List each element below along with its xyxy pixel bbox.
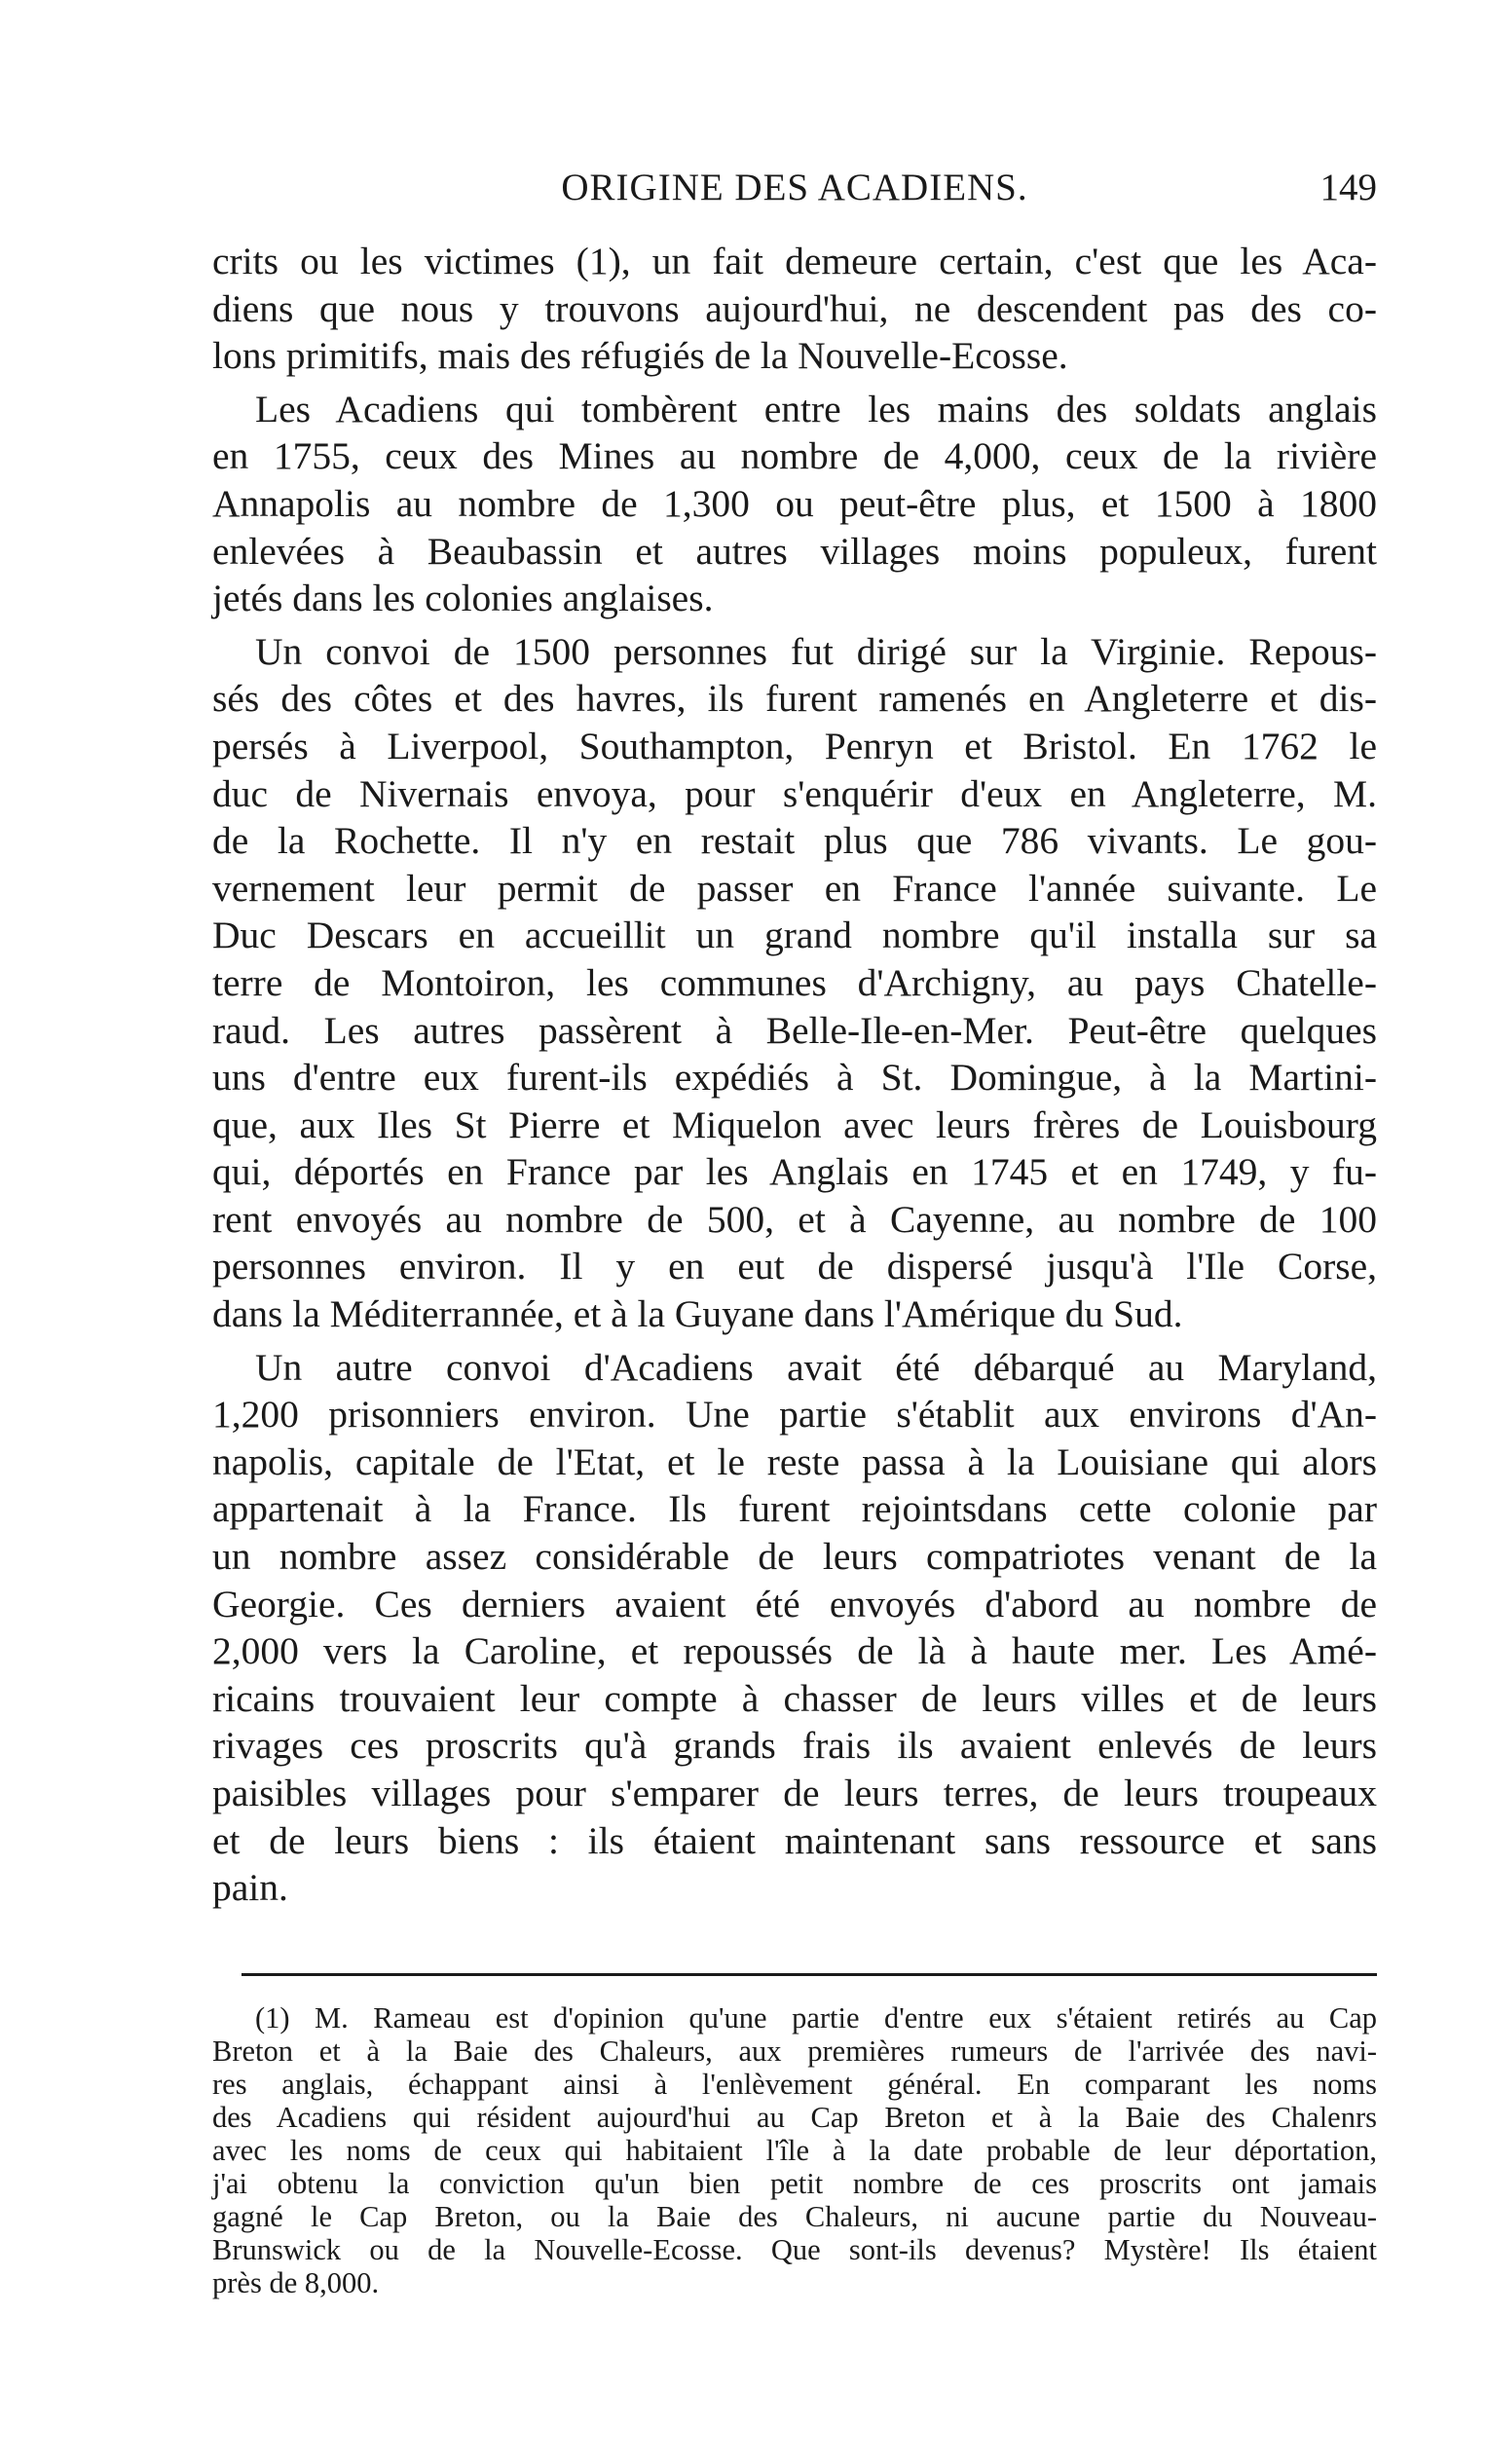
footnote-line: près de 8,000. [212, 2266, 380, 2299]
text-line: rivages ces proscrits qu'à grands frais ils avaient enlevés de leurs [212, 1724, 1377, 1768]
text-line: lons primitifs, mais des réfugiés de la Nouvelle-Ecosse. [212, 334, 1068, 378]
footnote-rule [241, 1973, 1377, 1976]
footnote-line: j'ai obtenu la conviction qu'un bien petit nombre de ces proscrits ont jamais [212, 2167, 1377, 2200]
text-line: enlevées à Beaubassin et autres villages moins populeux, furent [212, 529, 1377, 573]
text-line: raud. Les autres passèrent à Belle-Ile-en-Mer. Peut-être quelques [212, 1008, 1377, 1052]
footnote-line: gagné le Cap Breton, ou la Baie des Chaleurs, ni aucune partie du Nouveau- [212, 2200, 1377, 2233]
text-line: 2,000 vers la Caroline, et repoussés de là à haute mer. Les Amé- [212, 1629, 1377, 1673]
text-line: diens que nous y trouvons aujourd'hui, ne descendent pas des co- [212, 286, 1377, 330]
text-line: duc de Nivernais envoya, pour s'enquérir d'eux en Angleterre, M. [212, 771, 1377, 815]
paragraph [212, 1344, 1377, 1912]
footnote-line: (1) M. Rameau est d'opinion qu'une partie d'entre eux s'étaient retirés au Cap [255, 2001, 1377, 2035]
text-line: Georgie. Ces derniers avaient été envoyés d'abord au nombre de [212, 1582, 1377, 1625]
running-head [212, 166, 1377, 214]
text-line: pain. [212, 1866, 288, 1910]
text-line: terre de Montoiron, les communes d'Archigny, au pays Chatelle- [212, 960, 1377, 1004]
paragraph [212, 386, 1377, 622]
text-line: napolis, capitale de l'Etat, et le reste passa à la Louisiane qui alors [212, 1439, 1377, 1483]
text-line: de la Rochette. Il n'y en restait plus que 786 vivants. Le gou- [212, 819, 1377, 863]
footnote [212, 2001, 1377, 2299]
paragraph [212, 628, 1377, 1338]
text-line: vernement leur permit de passer en France l'année suivante. Le [212, 866, 1377, 910]
text-line: Les Acadiens qui tombèrent entre les mains des soldats anglais [255, 387, 1377, 430]
paragraph [212, 238, 1377, 380]
page-number: 149 [1319, 167, 1377, 208]
text-line: persés à Liverpool, Southampton, Penryn et Bristol. En 1762 le [212, 724, 1377, 767]
text-line: dans la Méditerrannée, et à la Guyane dans l'Amérique du Sud. [212, 1292, 1183, 1336]
text-line: en 1755, ceux des Mines au nombre de 4,000, ceux de la rivière [212, 434, 1377, 478]
text-line: personnes environ. Il y en eut de dispersé jusqu'à l'Ile Corse, [212, 1245, 1377, 1288]
text-line: un nombre assez considérable de leurs compatriotes venant de la [212, 1535, 1377, 1579]
text-line: jetés dans les colonies anglaises. [212, 577, 714, 620]
footnote-line: avec les noms de ceux qui habitaient l'île à la date probable de leur déportation, [212, 2134, 1377, 2167]
text-line: paisibles villages pour s'emparer de leurs terres, de leurs troupeaux [212, 1772, 1377, 1814]
text-line: Duc Descars en accueillit un grand nombre qu'il installa sur sa [212, 914, 1377, 957]
text-line: que, aux Iles St Pierre et Miquelon avec leurs frères de Louisbourg [212, 1102, 1377, 1146]
footnote-line: des Acadiens qui résident aujourd'hui au Cap Breton et à la Baie des Chalenrs [212, 2101, 1377, 2134]
text-line: Un autre convoi d'Acadiens avait été débarqué au Maryland, [255, 1345, 1377, 1389]
text-line: sés des côtes et des havres, ils furent ramenés en Angleterre et dis- [212, 677, 1377, 721]
footnote-line: Brunswick ou de la Nouvelle-Ecosse. Que sont-ils devenus? Mystère! Ils étaient [212, 2233, 1377, 2266]
running-title: ORIGINE DES ACADIENS. [561, 167, 1028, 208]
footnote-line: res anglais, échappant ainsi à l'enlèvement général. En comparant les noms [212, 2068, 1377, 2101]
text-line: ricains trouvaient leur compte à chasser de leurs villes et de leurs [212, 1676, 1377, 1720]
text-line: Annapolis au nombre de 1,300 ou peut-être plus, et 1500 à 1800 [212, 481, 1377, 525]
text-line: appartenait à la France. Ils furent rejointsdans cette colonie par [212, 1487, 1377, 1531]
body-text [212, 238, 1377, 1912]
text-line: rent envoyés au nombre de 500, et à Cayenne, au nombre de 100 [212, 1197, 1377, 1241]
text-line: Un convoi de 1500 personnes fut dirigé sur la Virginie. Repous- [255, 629, 1377, 673]
text-line: 1,200 prisonniers environ. Une partie s'établit aux environs d'An- [212, 1393, 1377, 1437]
text-line: crits ou les victimes (1), un fait demeure certain, c'est que les Aca- [212, 240, 1377, 282]
text-line: uns d'entre eux furent-ils expédiés à St. Domingue, à la Martini- [212, 1056, 1377, 1100]
text-line: et de leurs biens : ils étaient maintenant sans ressource et sans [212, 1818, 1377, 1862]
text-line: qui, déportés en France par les Anglais en 1745 et en 1749, y fu- [212, 1150, 1377, 1194]
footnote-line: Breton et à la Baie des Chaleurs, aux premières rumeurs de l'arrivée des navi- [212, 2035, 1377, 2068]
